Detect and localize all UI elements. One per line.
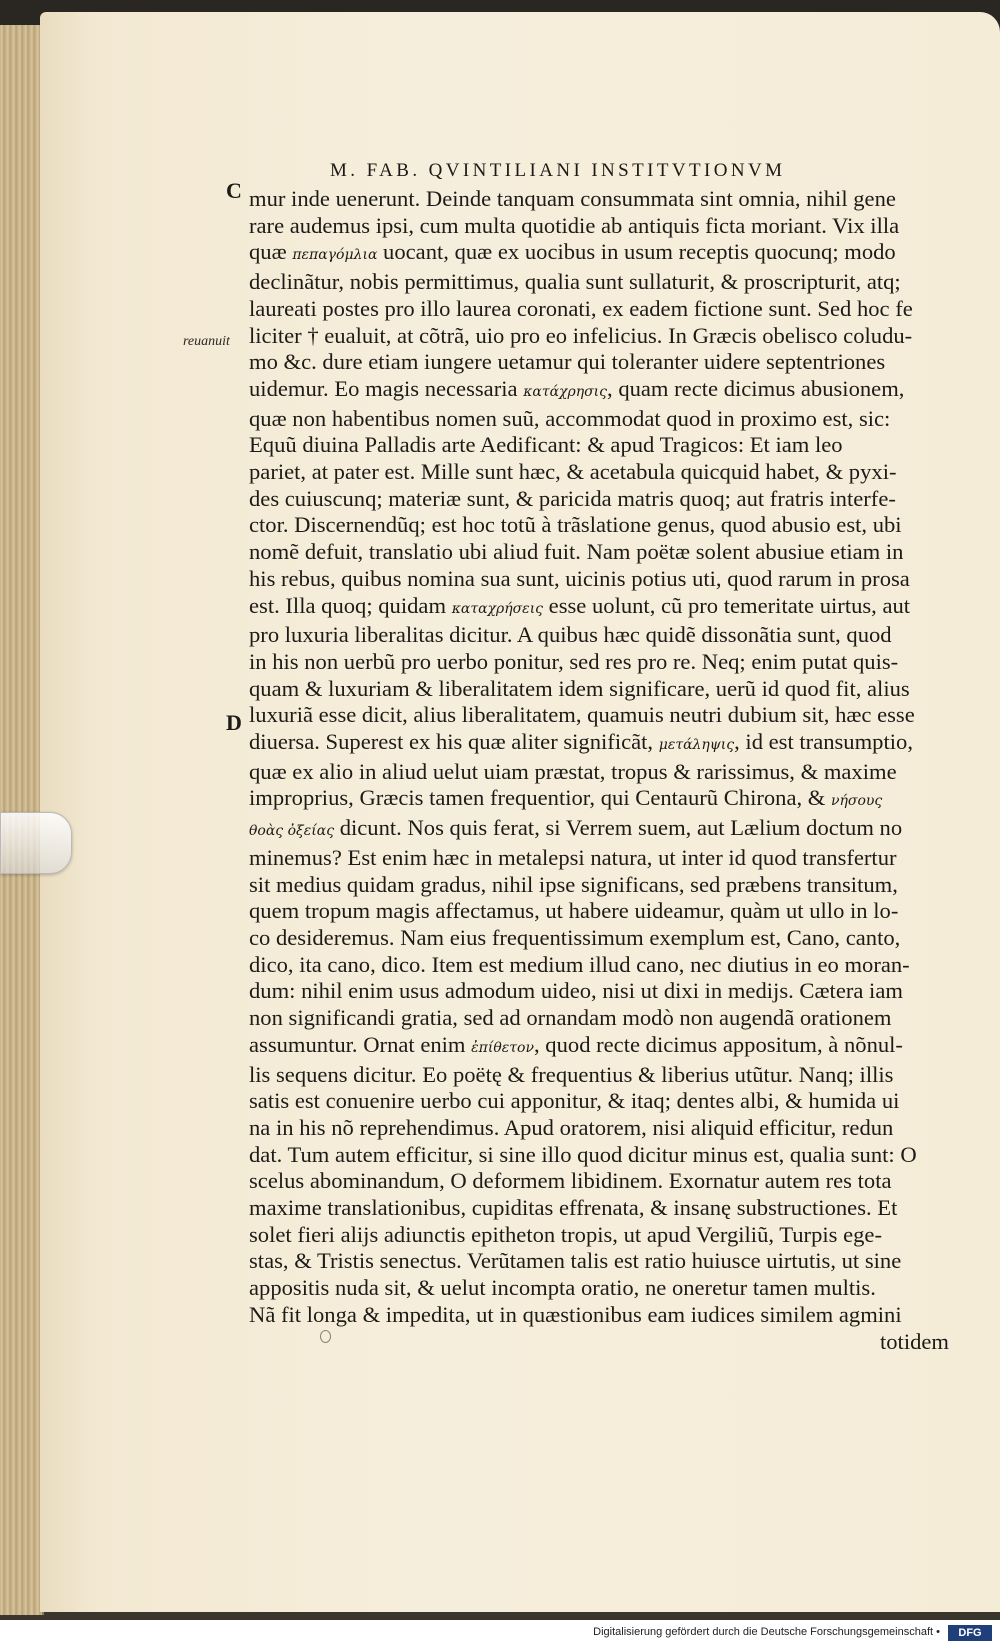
text-segment: pro luxuria liberalitas dicitur. A quibus hæc quidẽ dissonãtia sunt, quod — [249, 622, 892, 648]
greek-term: νήσους — [831, 793, 883, 810]
text-line — [249, 486, 949, 513]
text-line — [249, 269, 949, 296]
section-marker-d: D — [226, 710, 242, 735]
text-line — [249, 925, 949, 952]
text-segment: uidemur. Eo magis necessaria — [249, 375, 524, 401]
text-segment: improprius, Græcis tamen frequentior, qui Centaurũ Chirona, & — [249, 785, 832, 811]
text-segment: uocant, quæ ex uocibus in usum receptis quocunq; modo — [377, 239, 896, 265]
text-segment: in his non uerbũ pro uerbo ponitur, sed res pro re. Neq; enim putat quis- — [249, 648, 899, 674]
text-segment: na in his nõ reprehendimus. Apud oratorem, nisi aliquid efficitur, redun — [249, 1114, 894, 1140]
greek-term: θοὰς ὀξείας — [249, 823, 335, 840]
text-segment: satis est conuenire uerbo cui apponitur, & itaq; dentes albi, & humida ui — [249, 1088, 900, 1114]
text-segment: dat. Tum autem efficitur, si sine illo quod dicitur minus est, qualia sunt: O — [249, 1141, 917, 1167]
text-line — [249, 898, 949, 925]
page-mark — [320, 1330, 331, 1343]
page-clip — [0, 812, 72, 874]
text-segment: liciter † eualuit, at cõtrã, uio pro eo infelicius. In Græcis obelisco coludu- — [249, 322, 913, 348]
text-segment: , quam recte dicimus abusionem, — [607, 375, 905, 401]
text-line — [249, 785, 949, 815]
text-segment: his rebus, quibus nomina sua sunt, uicinis potius uti, quod rarum in prosa — [249, 565, 910, 591]
text-line — [249, 1115, 949, 1142]
text-line — [249, 759, 949, 786]
text-segment: stas, & Tristis senectus. Verũtamen talis est ratio huiusce uirtutis, ut sine — [249, 1248, 902, 1274]
text-segment: quem tropum magis affectamus, ut habere uideamur, quàm ut ullo in lo- — [249, 898, 899, 924]
text-segment: esse uolunt, cũ pro temeritate uirtus, aut — [543, 592, 911, 618]
text-segment: luxuriã esse dicit, alius liberalitatem, quamuis neutri dubium sit, hæc esse — [249, 702, 915, 728]
greek-term: κατάχρησις — [523, 383, 608, 400]
catchword: totidem — [879, 1328, 949, 1354]
text-line — [249, 649, 949, 676]
text-segment: ctor. Discernendũq; est hoc totũ à trãslatione genus, quod abusio est, ubi — [249, 512, 902, 538]
text-line — [249, 1005, 949, 1032]
text-segment: appositis nuda sit, & uelut incompta oratio, ne oneretur tamen multis. — [249, 1275, 876, 1301]
text-segment: dum: nihil enim usus admodum uideo, nisi ut dixi in medijs. Cætera iam — [249, 978, 903, 1004]
text-line — [249, 978, 949, 1005]
text-segment: des cuiuscunq; materiæ sunt, & paricida matris quoq; aut fratris interfe- — [249, 485, 896, 511]
text-segment: Nã fit longa & impedita, ut in quæstionibus eam iudices similem agmini — [249, 1301, 902, 1327]
text-line — [249, 593, 949, 623]
text-line — [249, 702, 949, 729]
greek-term: πεπαγόμλια — [292, 247, 378, 264]
text-segment: mur inde uenerunt. Deinde tanquam consummata sint omnia, nihil gene — [249, 186, 896, 211]
text-line — [249, 845, 949, 872]
text-line — [249, 622, 949, 649]
text-line — [249, 213, 949, 240]
text-line — [249, 1195, 949, 1222]
running-head: M. FAB. QVINTILIANI INSTITVTIONVM — [330, 160, 786, 181]
text-segment: , quod recte dicimus appositum, à nõnul- — [534, 1031, 903, 1057]
text-segment: dico, ita cano, dico. Item est medium illud cano, nec diutius in eo moran- — [249, 951, 910, 977]
text-segment: co desideremus. Nam eius frequentissimum exemplum est, Cano, canto, — [249, 924, 901, 950]
text-segment: dicunt. Nos quis ferat, si Verrem suem, aut Lælium doctum no — [334, 815, 903, 841]
dfg-logo: DFG — [948, 1625, 992, 1641]
section-marker-c: C — [226, 178, 242, 203]
text-line — [249, 952, 949, 979]
text-segment: lis sequens dicitur. Eo poëtę & frequentius & liberius utũtur. Nanq; illis — [249, 1061, 894, 1087]
text-segment: nomẽ defuit, translatio ubi aliud fuit. Nam poëtæ solent abusiue etiam in — [249, 539, 904, 565]
text-line — [249, 1168, 949, 1195]
text-segment: rare audemus ipsi, cum multa quotidie ab antiquis ficta moriant. Vix illa — [249, 212, 900, 238]
greek-term: μετάληψις — [658, 737, 735, 754]
text-segment: pariet, at pater est. Mille sunt hæc, & acetabula quicquid habet, & pyxi- — [249, 459, 897, 485]
text-line — [249, 376, 949, 406]
text-line — [249, 729, 949, 759]
text-line — [249, 406, 949, 433]
text-segment: scelus abominandum, O deformem libidinem. Exornatur autem res tota — [249, 1168, 892, 1194]
text-line — [249, 239, 949, 269]
text-segment: , id est transumptio, — [734, 729, 913, 755]
text-segment: solet fieri alijs adiunctis epitheton tropis, ut apud Vergiliũ, Turpis ege- — [249, 1221, 882, 1247]
text-line — [249, 1062, 949, 1089]
footer-credit: Digitalisierung gefördert durch die Deutsche Forschungsgemeinschaft • — [593, 1626, 940, 1638]
text-segment: Equũ diuina Palladis arte Aedificant: & apud Tragicos: Et iam leo — [249, 432, 843, 458]
text-segment: quæ ex alio in aliud uelut uiam præstat, tropus & rarissimus, & maxime — [249, 758, 897, 784]
text-line — [249, 512, 949, 539]
text-line — [249, 1275, 949, 1302]
text-line — [249, 1302, 949, 1329]
text-segment: quæ — [249, 239, 293, 265]
text-line — [249, 1032, 949, 1062]
text-line — [249, 1088, 949, 1115]
text-line — [249, 539, 949, 566]
text-segment: diuersa. Superest ex his quæ aliter significãt, — [249, 729, 659, 755]
text-line — [249, 323, 949, 350]
text-segment: est. Illa quoq; quidam — [249, 592, 452, 618]
text-line — [249, 459, 949, 486]
text-line — [249, 872, 949, 899]
text-segment: non significandi gratia, sed ad ornandam modò non augendã orationem — [249, 1005, 892, 1031]
text-line — [249, 1142, 949, 1169]
text-segment: maxime translationibus, cupiditas effrenata, & insanę substructiones. Et — [249, 1195, 898, 1221]
text-line — [249, 186, 949, 213]
text-line — [249, 1248, 949, 1275]
text-segment: minemus? Est enim hæc in metalepsi natura, ut inter id quod transfertur — [249, 844, 897, 870]
text-line — [249, 566, 949, 593]
text-segment: quæ non habentibus nomen suũ, accommodat quod in proximo est, sic: — [249, 405, 891, 431]
text-line — [249, 432, 949, 459]
greek-term: καταχρήσεις — [451, 600, 544, 617]
marginal-note: reuanuit — [183, 334, 230, 349]
text-segment: laureati postes pro illo laurea coronati, ex eadem fictione sunt. Sed hoc fe — [249, 295, 913, 321]
footer-bar — [0, 1620, 1000, 1649]
text-segment: quam & luxuriam & liberalitatem idem significare, uerũ id quod fit, alius — [249, 675, 910, 701]
text-segment: assumuntur. Ornat enim — [249, 1031, 472, 1057]
text-segment: declinãtur, nobis permittimus, qualia sunt sullaturit, & proscripturit, atq; — [249, 269, 901, 295]
text-line — [249, 1222, 949, 1249]
text-line — [249, 349, 949, 376]
text-line — [249, 815, 949, 845]
text-segment: sit medius quidam gradus, nihil ipse significans, sed præbens transitum, — [249, 871, 898, 897]
text-line — [249, 296, 949, 323]
text-line — [249, 676, 949, 703]
text-segment: mo &c. dure etiam iungere uetamur qui toleranter uidere septentriones — [249, 349, 886, 375]
greek-term: ἐπίθετον — [471, 1039, 534, 1056]
body-text — [249, 186, 949, 1355]
